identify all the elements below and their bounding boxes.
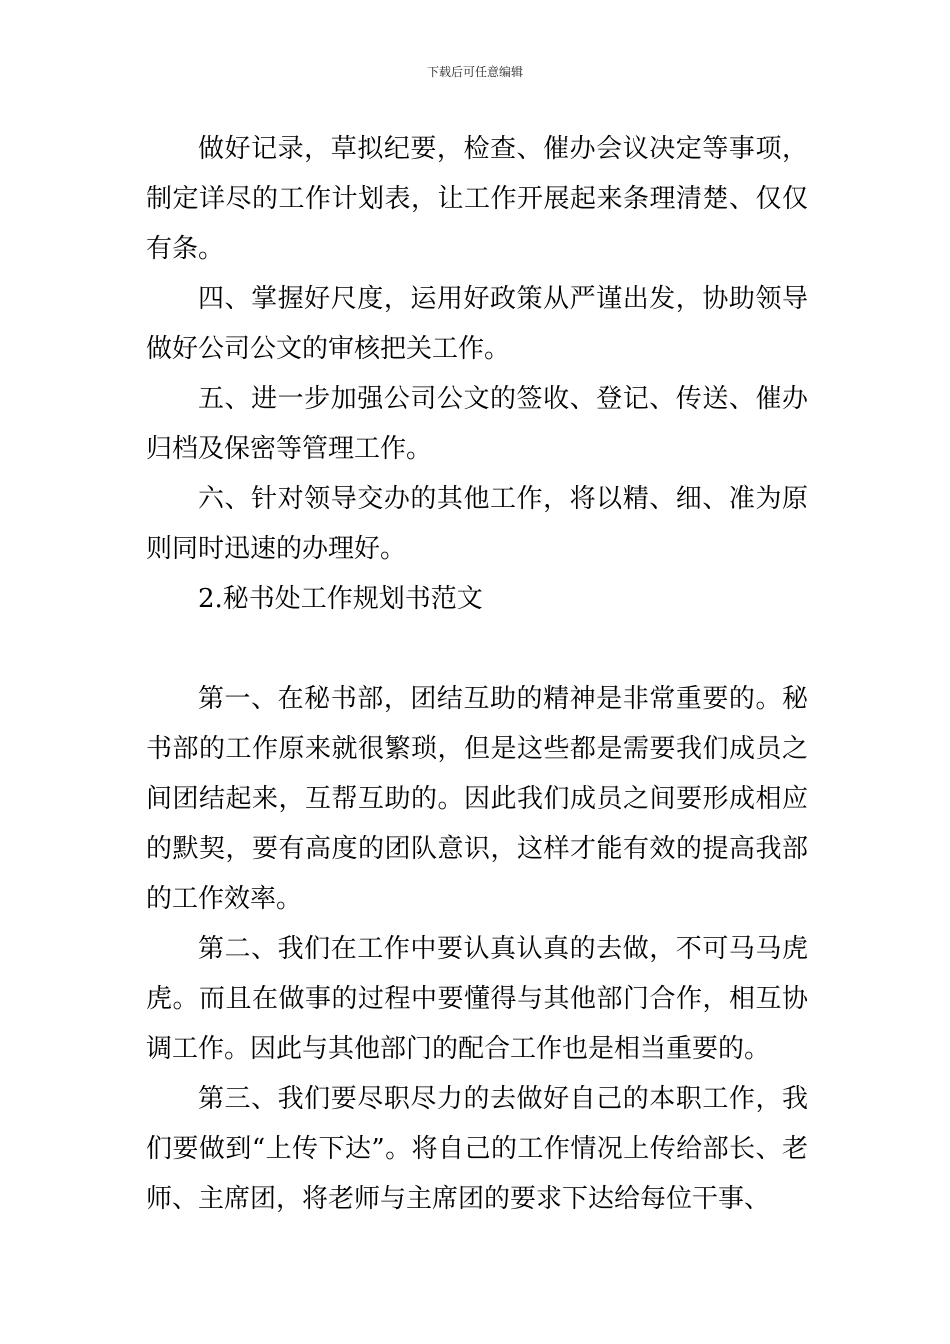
paragraph-second: 第二、我们在工作中要认真认真的去做，不可马马虎虎。而且在做事的过程中要懂得与其他部门合作，相互协调工作。因此与其他部门的配合工作也是相当重要的。 — [146, 934, 808, 1064]
paragraph-item-five: 五、进一步加强公司公文的签收、登记、传送、催办归档及保密等管理工作。 — [146, 384, 808, 464]
paragraph-record-keeping: 做好记录，草拟纪要，检查、催办会议决定等事项，制定详尽的工作计划表，让工作开展起来条理清楚、仅仅有条。 — [146, 134, 808, 264]
document-body — [146, 124, 808, 1224]
section-heading: 2.秘书处工作规划书范文 — [198, 584, 483, 614]
paragraph-item-four: 四、掌握好尺度，运用好政策从严谨出发，协助领导做好公司公文的审核把关工作。 — [146, 284, 808, 364]
page-header: 下载后可任意编辑 — [426, 65, 523, 79]
paragraph-item-six: 六、针对领导交办的其他工作，将以精、细、准为原则同时迅速的办理好。 — [146, 484, 808, 564]
paragraph-first: 第一、在秘书部，团结互助的精神是非常重要的。秘书部的工作原来就很繁琐，但是这些都是需要我们成员之间团结起来，互帮互助的。因此我们成员之间要形成相应的默契，要有高度的团队意识，这样才能有效的提高我部的工作效率。 — [146, 684, 808, 914]
paragraph-third: 第三、我们要尽职尽力的去做好自己的本职工作，我们要做到“上传下达”。将自己的工作情况上传给部长、老师、主席团，将老师与主席团的要求下达给每位干事、 — [146, 1084, 808, 1214]
